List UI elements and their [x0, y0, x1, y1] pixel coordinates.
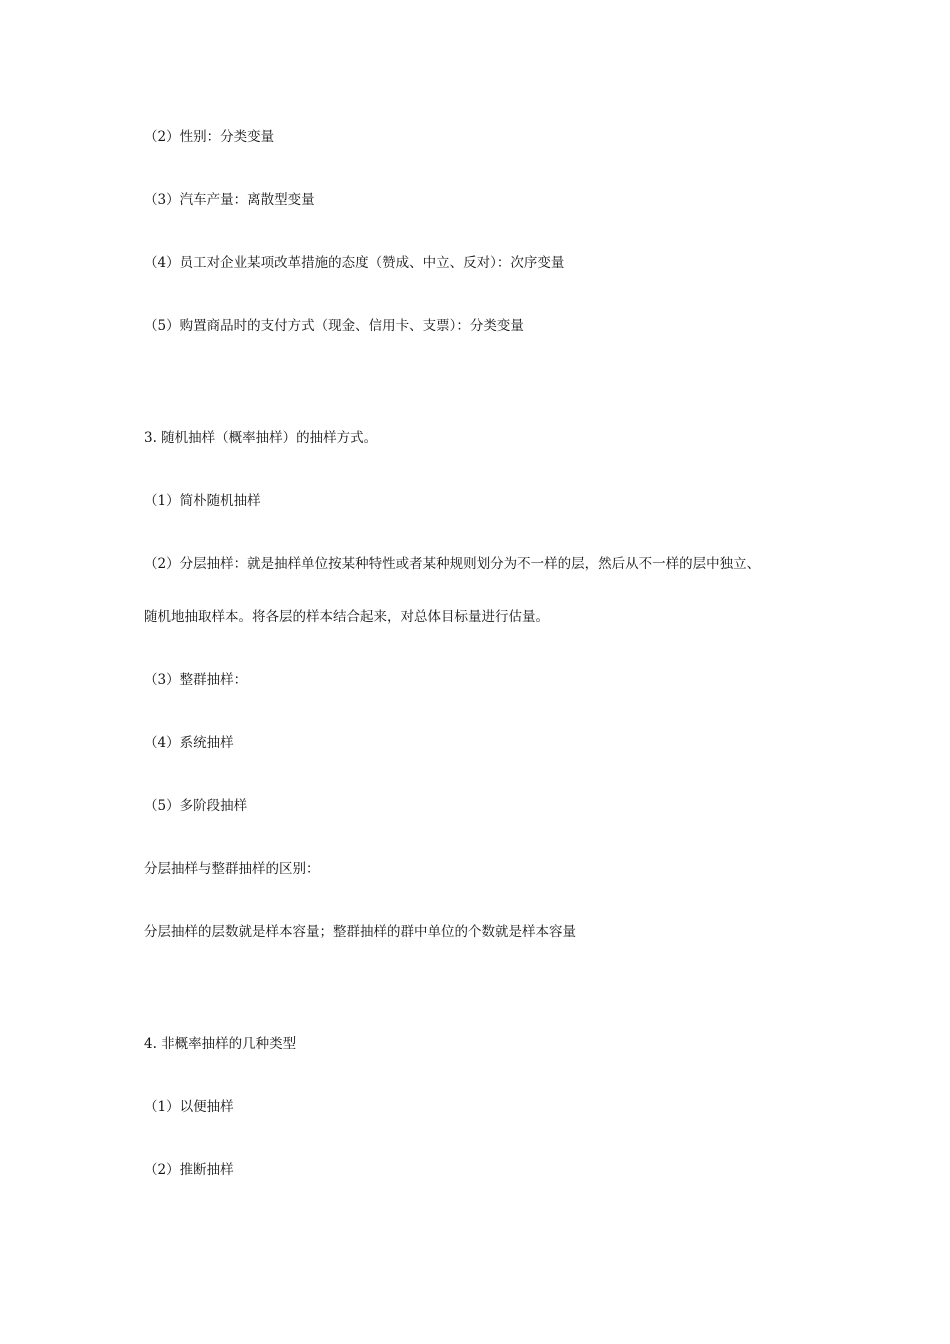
- difference-heading: 分层抽样与整群抽样的区别：: [144, 861, 320, 877]
- item-gender: （2）性别：分类变量: [144, 129, 275, 145]
- item-systematic: （4）系统抽样: [144, 735, 234, 751]
- item-payment-method: （5）购置商品时的支付方式（现金、信用卡、支票）：分类变量: [144, 318, 524, 334]
- item-employee-attitude: （4）员工对企业某项改革措施的态度（赞成、中立、反对）：次序变量: [144, 255, 565, 271]
- item-car-output: （3）汽车产量：离散型变量: [144, 192, 315, 208]
- item-judgment: （2）推断抽样: [144, 1162, 234, 1178]
- item-simple-random: （1）简朴随机抽样: [144, 493, 261, 509]
- item-cluster: （3）整群抽样：: [144, 672, 248, 688]
- heading-nonprobability: 4. 非概率抽样的几种类型: [144, 1036, 297, 1052]
- item-multistage: （5）多阶段抽样: [144, 798, 248, 814]
- item-stratified-line1: （2）分层抽样：就是抽样单位按某种特性或者某种规则划分为不一样的层，然后从不一样的层中独立、: [144, 556, 761, 572]
- heading-random-sampling: 3. 随机抽样（概率抽样）的抽样方式。: [144, 430, 378, 446]
- difference-text: 分层抽样的层数就是样本容量；整群抽样的群中单位的个数就是样本容量: [144, 924, 576, 940]
- item-stratified-line2: 随机地抽取样本。将各层的样本结合起来，对总体目标量进行估量。: [144, 609, 549, 625]
- item-convenience: （1）以便抽样: [144, 1099, 234, 1115]
